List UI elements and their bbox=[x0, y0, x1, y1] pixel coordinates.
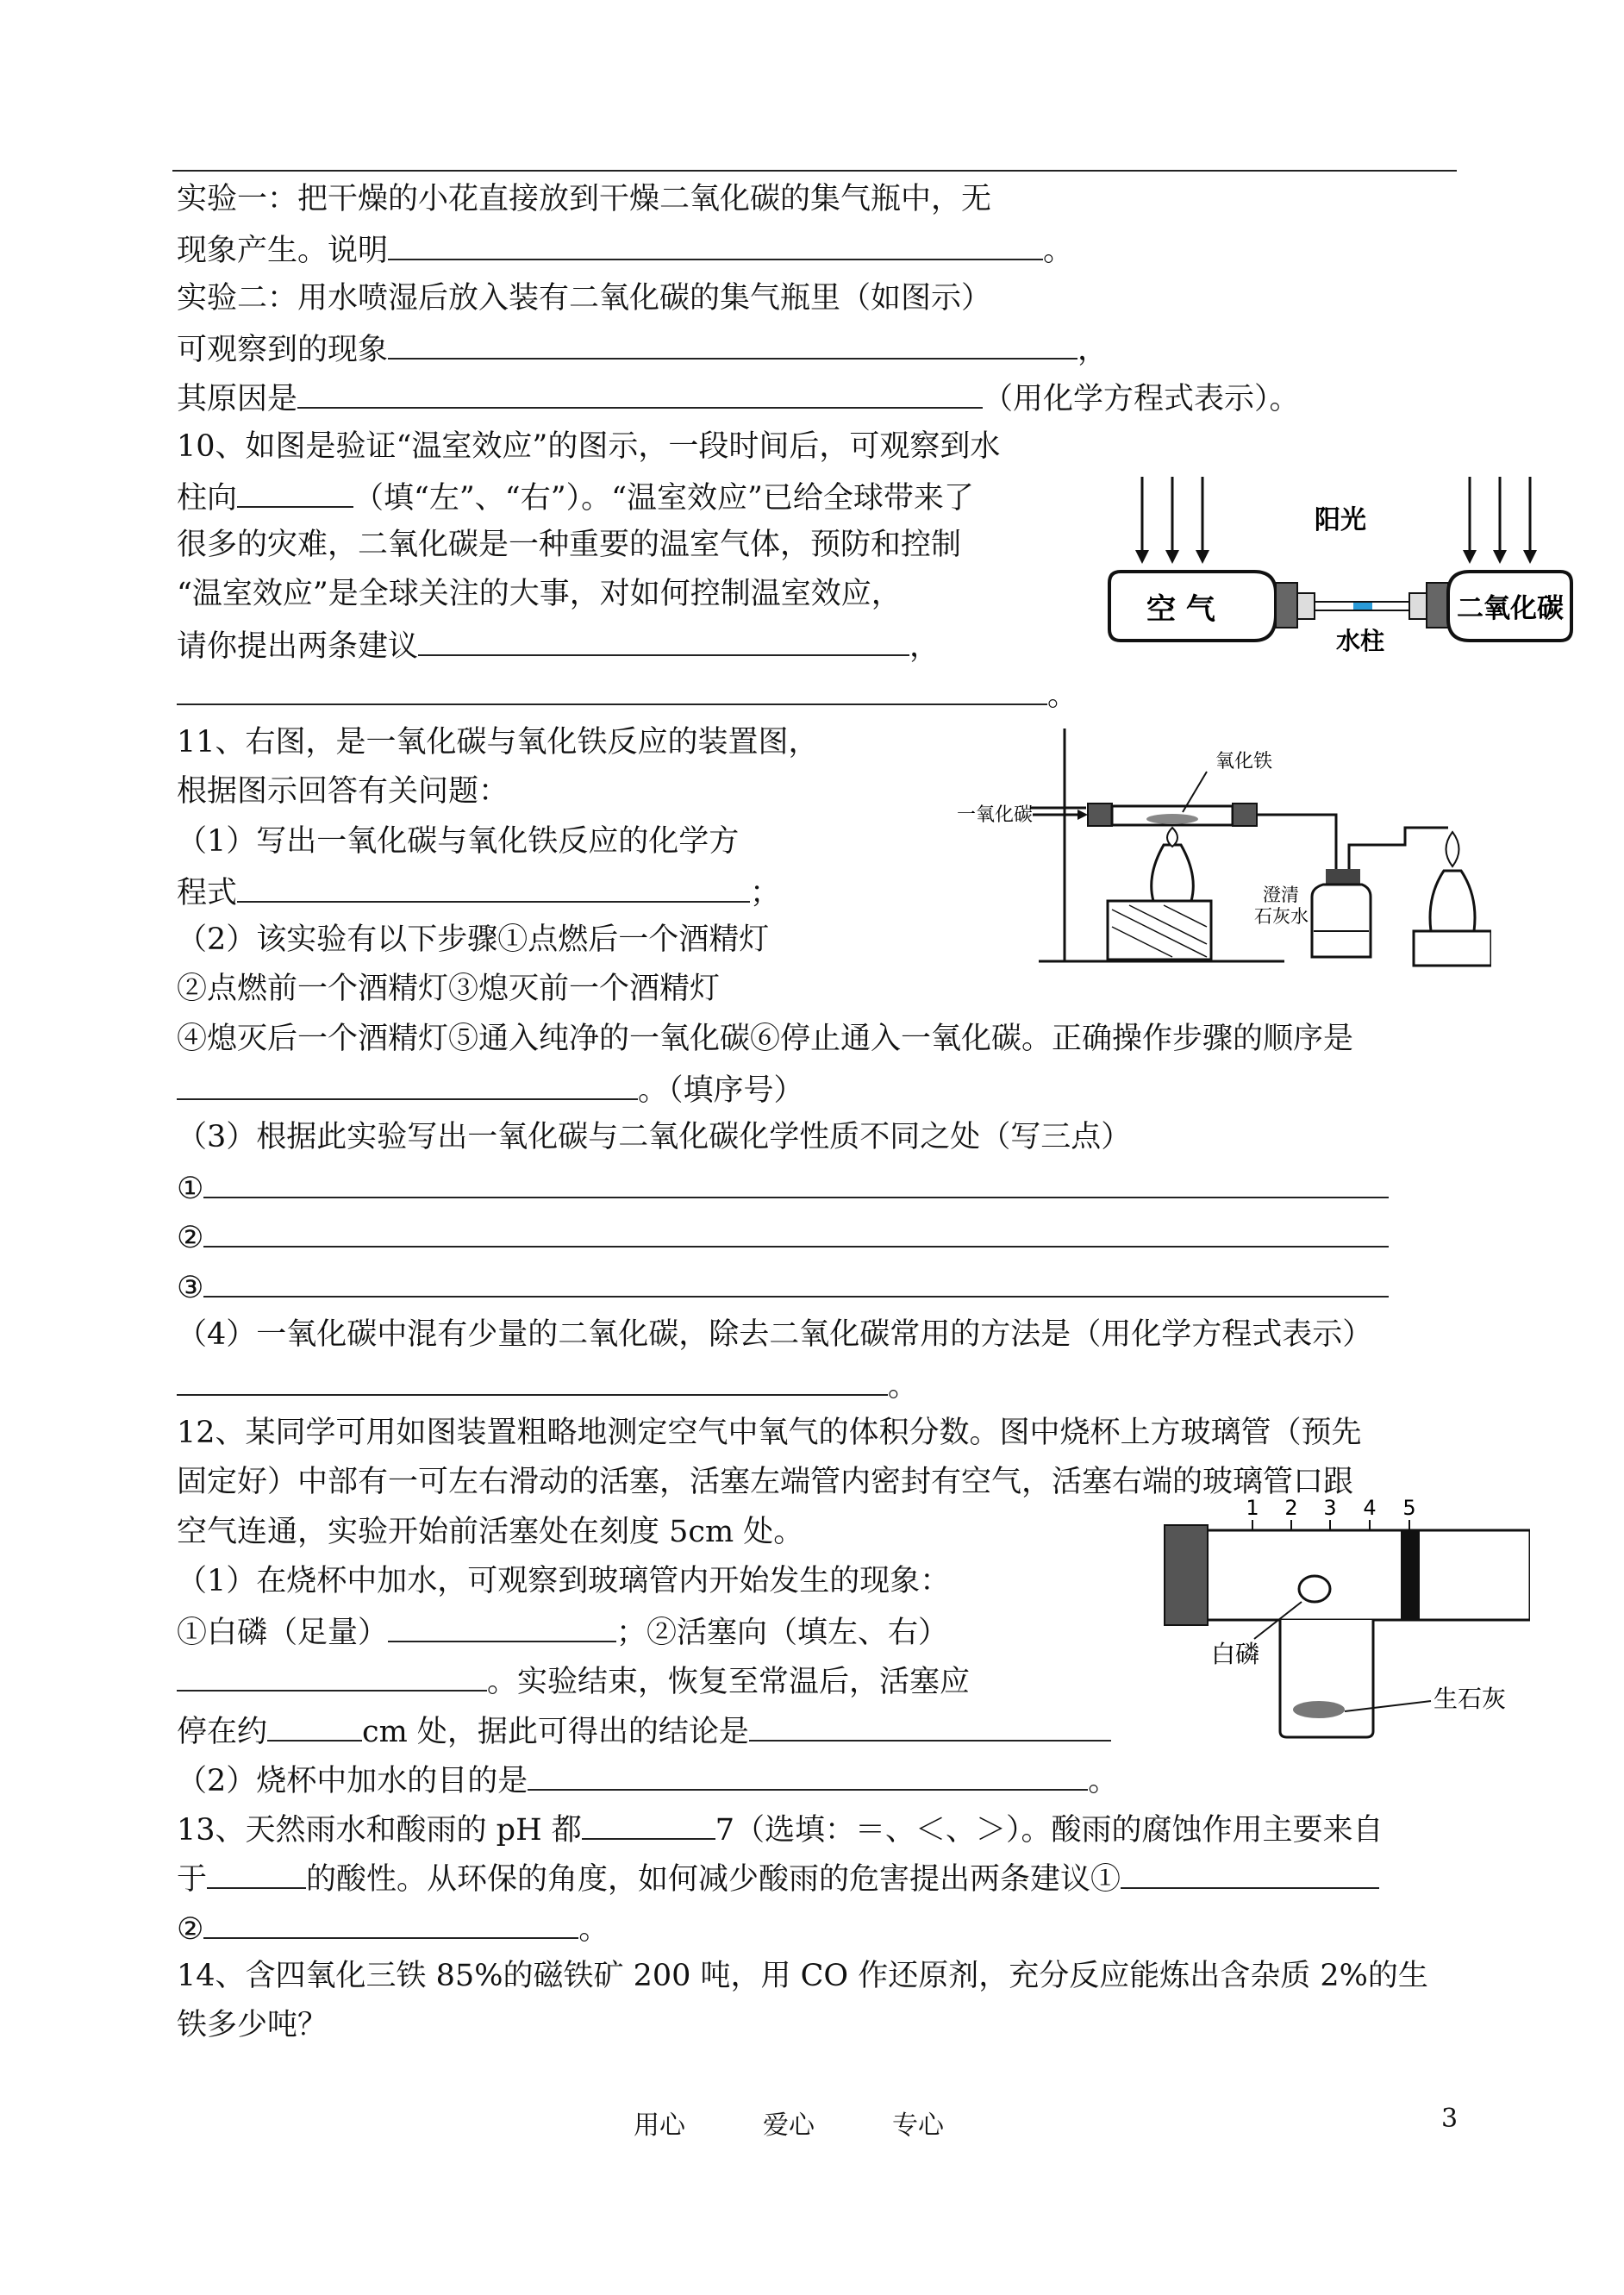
answer-blank[interactable] bbox=[203, 1162, 1389, 1198]
text-line: “温室效应”是全球关注的大事，对如何控制温室效应， bbox=[177, 577, 902, 611]
scale-tick: 2 bbox=[1284, 1496, 1298, 1520]
text-line: ①白磷（足量） ；②活塞向（填左、右） bbox=[177, 1606, 948, 1657]
answer-blank[interactable] bbox=[207, 1853, 306, 1889]
footer-text: 用心 bbox=[634, 2111, 685, 2141]
co-apparatus-figure bbox=[957, 724, 1491, 974]
answer-blank[interactable] bbox=[177, 669, 1047, 705]
answer-blank[interactable] bbox=[749, 1705, 1111, 1742]
scale-tick: 1 bbox=[1246, 1496, 1259, 1520]
text-line: （1）写出一氧化碳与氧化铁反应的化学方 bbox=[177, 824, 740, 859]
text-line: （3）根据此实验写出一氧化碳与二氧化碳化学性质不同之处（写三点） bbox=[177, 1120, 1132, 1154]
quicklime-label: 生石灰 bbox=[1433, 1685, 1507, 1713]
alcohol-lamp-2 bbox=[1430, 871, 1475, 931]
answer-blank[interactable] bbox=[237, 472, 353, 508]
text-line: 。实验结束，恢复至常温后，活塞应 bbox=[177, 1655, 970, 1706]
text-line: 程式 ； bbox=[177, 866, 780, 917]
iron-oxide bbox=[1146, 814, 1198, 824]
answer-blank[interactable] bbox=[203, 1211, 1389, 1248]
answer-blank[interactable] bbox=[177, 1064, 638, 1100]
answer-blank[interactable] bbox=[418, 620, 909, 656]
scale-tick: 5 bbox=[1402, 1496, 1416, 1520]
text-line: 根据图示回答有关问题： bbox=[177, 774, 509, 809]
co2-label: 二氧化碳 bbox=[1457, 593, 1564, 624]
quicklime bbox=[1293, 1701, 1345, 1718]
text-line: （2）该实验有以下步骤①点燃后一个酒精灯 bbox=[177, 922, 770, 957]
text-line: （4）一氧化碳中混有少量的二氧化碳，除去二氧化碳常用的方法是（用化学方程式表示） bbox=[177, 1317, 1373, 1352]
limewater-bottle bbox=[1312, 885, 1371, 957]
limewater-label: 石灰水 bbox=[1254, 906, 1309, 927]
text-line: ③ bbox=[177, 1261, 1389, 1312]
text-line: 实验一：把干燥的小花直接放到干燥二氧化碳的集气瓶中，无 bbox=[177, 182, 992, 216]
question-14: 14、含四氧化三铁 85%的磁铁矿 200 吨，用 CO 作还原剂，充分反应能炼出含杂质 2%的生 bbox=[177, 1959, 1428, 1993]
answer-blank[interactable] bbox=[203, 1903, 578, 1939]
scale-tick: 4 bbox=[1363, 1496, 1377, 1520]
piston bbox=[1401, 1530, 1420, 1620]
stopper-left bbox=[1276, 583, 1297, 628]
limewater-label: 澄清 bbox=[1263, 885, 1299, 905]
text-line: （1）在烧杯中加水，可观察到玻璃管内开始发生的现象： bbox=[177, 1564, 951, 1598]
co-label: 一氧化碳 bbox=[957, 804, 1034, 826]
text-line: （2）烧杯中加水的目的是 。 bbox=[177, 1754, 1118, 1805]
air-label: 空 气 bbox=[1146, 592, 1215, 627]
sealed-end bbox=[1165, 1525, 1208, 1625]
answer-blank[interactable] bbox=[528, 1754, 1088, 1791]
text-line: 实验二：用水喷湿后放入装有二氧化碳的集气瓶里（如图示） bbox=[177, 281, 992, 316]
text-line: 很多的灾难，二氧化碳是一种重要的温室气体，预防和控制 bbox=[177, 528, 962, 562]
water-label: 水柱 bbox=[1336, 627, 1385, 655]
text-line: 现象产生。说明 。 bbox=[177, 224, 1073, 275]
question-12: 12、某同学可用如图装置粗略地测定空气中氧气的体积分数。图中烧杯上方玻璃管（预先 bbox=[177, 1416, 1362, 1450]
text-line: 空气连通，实验开始前活塞处在刻度 5cm 处。 bbox=[177, 1515, 804, 1549]
iron-oxide-label: 氧化铁 bbox=[1215, 751, 1273, 772]
page-number: 3 bbox=[1441, 2104, 1458, 2134]
text-line: ④熄灭后一个酒精灯⑤通入纯净的一氧化碳⑥停止通入一氧化碳。正确操作步骤的顺序是 bbox=[177, 1022, 1354, 1056]
answer-blank[interactable] bbox=[177, 1360, 888, 1396]
phosphorus-figure bbox=[1159, 1494, 1530, 1744]
greenhouse-figure bbox=[1108, 472, 1573, 671]
text-line: 请你提出两条建议 ， bbox=[177, 620, 940, 671]
text-line: ② bbox=[177, 1211, 1389, 1262]
answer-blank[interactable] bbox=[388, 1606, 616, 1642]
text-line: ① bbox=[177, 1162, 1389, 1213]
answer-blank[interactable] bbox=[267, 1705, 362, 1742]
beaker bbox=[1280, 1620, 1373, 1737]
text-line: ② 。 bbox=[177, 1903, 609, 1954]
text-line: 固定好）中部有一可左右滑动的活塞，活塞左端管内密封有空气，活塞右端的玻璃管口跟 bbox=[177, 1465, 1354, 1499]
scale-tick: 3 bbox=[1323, 1496, 1337, 1520]
answer-blank[interactable] bbox=[582, 1804, 715, 1840]
answer-blank[interactable] bbox=[388, 323, 1077, 360]
white-phosphorus bbox=[1299, 1576, 1330, 1602]
sun-label: 阳光 bbox=[1315, 505, 1366, 535]
stopper-right bbox=[1427, 583, 1448, 628]
answer-blank[interactable] bbox=[297, 372, 983, 409]
answer-blank[interactable] bbox=[1121, 1853, 1379, 1889]
question-13: 13、天然雨水和酸雨的 pH 都 7（选填：＝、＜、＞）。酸雨的腐蚀作用主要来自 bbox=[177, 1804, 1384, 1854]
text-line: 停在约 cm 处，据此可得出的结论是 bbox=[177, 1705, 1111, 1756]
text-line: 。 bbox=[177, 1360, 918, 1410]
answer-blank[interactable] bbox=[177, 1655, 487, 1692]
answer-blank[interactable] bbox=[237, 866, 750, 903]
answer-blank[interactable] bbox=[388, 224, 1043, 260]
text-line: 。（填序号） bbox=[177, 1064, 804, 1115]
text-line: 可观察到的现象 ， bbox=[177, 323, 1108, 374]
water-column bbox=[1353, 603, 1372, 610]
question-11: 11、右图，是一氧化碳与氧化铁反应的装置图， bbox=[177, 725, 819, 760]
text-line: 柱向 （填“左”、“右”）。“温室效应”已给全球带来了 bbox=[177, 472, 974, 522]
question-10: 10、如图是验证“温室效应”的图示，一段时间后，可观察到水 bbox=[177, 429, 1001, 464]
phosphorus-label: 白磷 bbox=[1211, 1640, 1260, 1668]
text-line: ②点燃前一个酒精灯③熄灭前一个酒精灯 bbox=[177, 972, 721, 1006]
footer-text: 专心 bbox=[892, 2111, 944, 2141]
text-line: 于 的酸性。从环保的角度，如何减少酸雨的危害提出两条建议① bbox=[177, 1853, 1379, 1904]
text-line: 。 bbox=[177, 669, 1077, 720]
footer-text: 爱心 bbox=[763, 2111, 815, 2141]
text-line: 其原因是 （用化学方程式表示）。 bbox=[177, 372, 1300, 423]
alcohol-lamp-1 bbox=[1152, 845, 1194, 901]
glass-tube bbox=[1202, 1530, 1530, 1620]
answer-blank[interactable] bbox=[203, 1261, 1389, 1298]
text-line: 铁多少吨？ bbox=[177, 2008, 328, 2042]
header-rule bbox=[172, 170, 1457, 172]
